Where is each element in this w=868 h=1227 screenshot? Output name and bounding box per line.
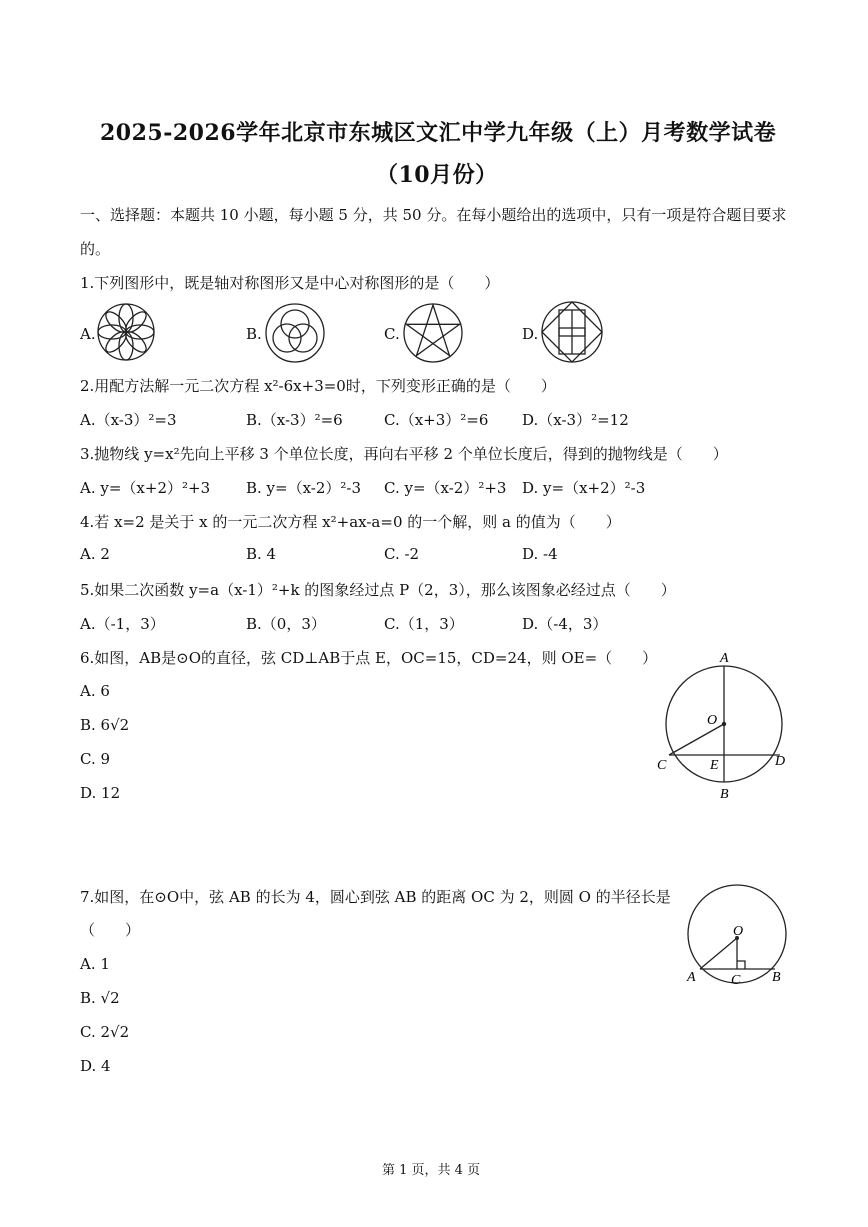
question-4-stem: 4.若 x=2 是关于 x 的一元二次方程 x²+ax-a=0 的一个解，则 a 的值为（ ） xyxy=(80,513,621,531)
question-2-stem: 2.用配方法解一元二次方程 x²-6x+3=0时，下列变形正确的是（ ） xyxy=(80,377,556,395)
question-1-option-b: B. xyxy=(246,325,262,343)
question-6-option-c: C. 9 xyxy=(80,750,111,768)
label-e: E xyxy=(710,758,719,773)
question-4-option-a: A. 2 xyxy=(80,545,110,563)
label-a: A xyxy=(687,970,696,985)
circle-chord-figure xyxy=(684,880,794,990)
label-o: O xyxy=(733,924,744,939)
label-o: O xyxy=(707,713,718,728)
question-7-option-b: B. √2 xyxy=(80,989,120,1007)
label-b: B xyxy=(720,787,729,802)
question-7-stem-cont: （ ） xyxy=(80,921,141,939)
question-1-option-c: C. xyxy=(384,325,400,343)
question-3-option-b: B. y=（x-2）²-3 xyxy=(246,479,362,497)
question-5-option-b: B.（0，3） xyxy=(246,615,326,633)
question-3-stem: 3.抛物线 y=x²先向上平移 3 个单位长度，再向右平移 2 个单位长度后，得到的抛物线是（ ） xyxy=(80,445,728,463)
question-5-option-d: D.（-4，3） xyxy=(522,615,608,633)
question-6-option-a: A. 6 xyxy=(80,682,110,700)
flower-pattern-icon xyxy=(96,302,156,362)
question-5-option-a: A.（-1，3） xyxy=(80,615,165,633)
question-1-stem: 1.下列图形中，既是轴对称图形又是中心对称图形的是（ ） xyxy=(80,274,500,292)
question-6-option-b: B. 6√2 xyxy=(80,716,130,734)
question-6-option-d: D. 12 xyxy=(80,784,121,802)
question-7-stem: 7.如图，在⊙O中，弦 AB 的长为 4，圆心到弦 AB 的距离 OC 为 2，则圆 O 的半径长是 xyxy=(80,888,671,906)
question-5-option-c: C.（1，3） xyxy=(384,615,464,633)
question-4-option-d: D. -4 xyxy=(522,545,558,563)
question-3-option-a: A. y=（x+2）²+3 xyxy=(80,479,211,497)
question-7-option-c: C. 2√2 xyxy=(80,1023,130,1041)
page-title: 2025-2026学年北京市东城区文汇中学九年级（上）月考数学试卷 xyxy=(100,120,777,146)
label-b: B xyxy=(772,970,781,985)
section-instruction-cont: 的。 xyxy=(80,240,111,258)
circle-diameter-figure xyxy=(656,648,796,804)
section-instruction: 一、选择题：本题共 10 小题，每小题 5 分，共 50 分。在每小题给出的选项中，只有一项是符合题目要求 xyxy=(80,206,787,224)
page-number: 第 1 页，共 4 页 xyxy=(382,1163,481,1178)
pentagram-in-circle-icon xyxy=(402,302,464,364)
question-2-option-a: A.（x-3）²=3 xyxy=(80,411,177,429)
question-5-stem: 5.如果二次函数 y=a（x-1）²+k 的图象经过点 P（2，3），那么该图象必经过点（ ） xyxy=(80,581,676,599)
question-4-option-b: B. 4 xyxy=(246,545,277,563)
label-c: C xyxy=(731,973,741,988)
question-4-option-c: C. -2 xyxy=(384,545,420,563)
three-circles-icon xyxy=(264,302,326,364)
label-d: D xyxy=(775,754,786,769)
question-3-option-c: C. y=（x-2）²+3 xyxy=(384,479,507,497)
question-2-option-d: D.（x-3）²=12 xyxy=(522,411,629,429)
question-2-option-b: B.（x-3）²=6 xyxy=(246,411,343,429)
label-a: A xyxy=(720,651,729,666)
question-1-option-d: D. xyxy=(522,325,539,343)
question-2-option-c: C.（x+3）²=6 xyxy=(384,411,489,429)
label-c: C xyxy=(657,758,667,773)
question-6-stem: 6.如图，AB是⊙O的直径，弦 CD⊥AB于点 E，OC=15，CD=24，则 OE=（ ） xyxy=(80,649,658,667)
page-subtitle: （10月份） xyxy=(376,162,498,188)
squares-in-circle-icon xyxy=(540,300,604,364)
question-1-option-a: A. xyxy=(80,325,96,343)
question-3-option-d: D. y=（x+2）²-3 xyxy=(522,479,646,497)
question-7-option-d: D. 4 xyxy=(80,1057,111,1075)
question-7-option-a: A. 1 xyxy=(80,955,110,973)
